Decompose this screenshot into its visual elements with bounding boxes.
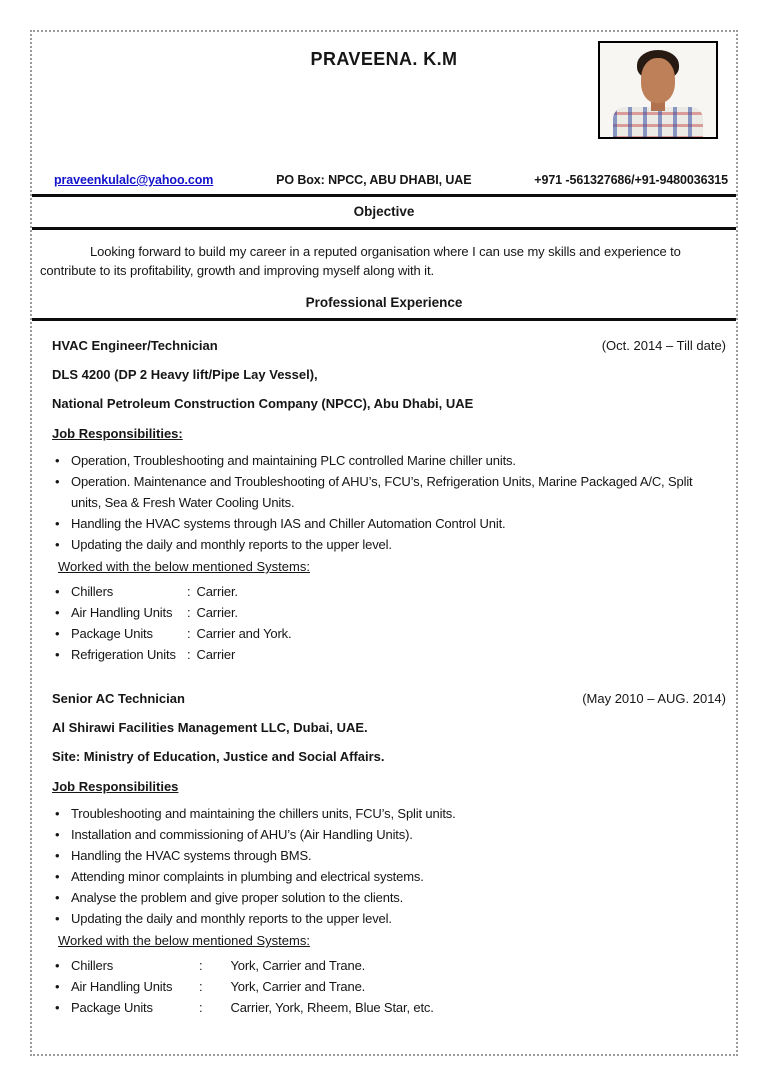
system-value: Carrier. [196, 605, 238, 620]
system-value: Carrier, York, Rheem, Blue Star, etc. [230, 1000, 434, 1015]
system-label: Package Units [71, 626, 153, 641]
responsibility-item: • Analyse the problem and give proper solution to the clients. [55, 887, 726, 908]
job-heading-row [52, 336, 726, 356]
responsibility-item: • Operation, Troubleshooting and maintaining PLC controlled Marine chiller units. [55, 450, 726, 471]
responsibilities-heading: Job Responsibilities: [52, 426, 183, 441]
system-label: Package Units [71, 1000, 153, 1015]
responsibility-item: • Updating the daily and monthly reports to the upper level. [55, 534, 726, 555]
system-label: Air Handling Units [71, 979, 173, 994]
system-value: Carrier. [196, 584, 238, 599]
system-label: Air Handling Units [71, 605, 173, 620]
systems-list [52, 955, 726, 1018]
job-role: HVAC Engineer/Technician [52, 338, 218, 353]
job-site: Site: Ministry of Education, Justice and Social Affairs. [52, 749, 385, 764]
job-company: National Petroleum Construction Company (NPCC), Abu Dhabi, UAE [52, 396, 474, 411]
responsibility-item: • Installation and commissioning of AHU’s (Air Handling Units). [55, 824, 726, 845]
system-colon: : [187, 626, 191, 641]
system-value: York, Carrier and Trane. [230, 958, 366, 973]
experience-title: Professional Experience [305, 295, 463, 310]
system-label: Chillers [71, 584, 114, 599]
systems-list [52, 581, 726, 665]
responsibility-item: • Operation. Maintenance and Troubleshooting of AHU’s, FCU’s, Refrigeration Units, Marine Packaged A/C, Split units, Sea & Fresh Water Cooling Units. [55, 471, 726, 513]
responsibility-item: • Attending minor complaints in plumbing and electrical systems. [55, 866, 726, 887]
candidate-name: PRAVEENA. K.M [310, 49, 458, 69]
system-value: Carrier [196, 647, 236, 662]
system-colon: : [187, 647, 191, 662]
address-text: PO Box: NPCC, ABU DHABI, UAE [276, 173, 472, 187]
photo-plaid-shirt [613, 107, 703, 139]
header [32, 32, 736, 173]
system-colon: : [199, 958, 203, 973]
systems-heading: Worked with the below mentioned Systems: [58, 559, 310, 574]
resume-document [30, 30, 738, 1056]
email-link[interactable]: praveenkulalc@yahoo.com [54, 173, 214, 187]
divider-line [32, 318, 736, 321]
profile-photo [598, 41, 718, 139]
phone-text: +971 -561327686/+91-9480036315 [534, 173, 728, 187]
system-colon: : [199, 1000, 203, 1015]
responsibility-item: • Troubleshooting and maintaining the chillers units, FCU’s, Split units. [55, 803, 726, 824]
responsibility-item: • Handling the HVAC systems through IAS and Chiller Automation Control Unit. [55, 513, 726, 534]
responsibilities-heading: Job Responsibilities [52, 779, 179, 794]
system-item [55, 623, 726, 644]
objective-text: Looking forward to build my career in a reputed organisation where I can use my skills and experience to contribute to its profitability, growth and improving myself along with it. [40, 244, 681, 278]
job-vessel: DLS 4200 (DP 2 Heavy lift/Pipe Lay Vessel), [52, 367, 318, 382]
system-item [55, 955, 726, 976]
contact-row [32, 173, 736, 194]
job-period: (Oct. 2014 – Till date) [601, 338, 726, 353]
job-company: Al Shirawi Facilities Management LLC, Dubai, UAE. [52, 720, 368, 735]
system-value: York, Carrier and Trane. [230, 979, 366, 994]
responsibilities-list [52, 803, 726, 929]
system-item [55, 581, 726, 602]
responsibility-item: • Updating the daily and monthly reports to the upper level. [55, 908, 726, 929]
system-label: Chillers [71, 958, 114, 973]
responsibility-item: • Handling the HVAC systems through BMS. [55, 845, 726, 866]
objective-title: Objective [353, 204, 415, 219]
job-heading-row [52, 689, 726, 709]
system-colon: : [199, 979, 203, 994]
system-value: Carrier and York. [196, 626, 292, 641]
job-section-hvac-engineer [32, 336, 736, 665]
system-colon: : [187, 584, 191, 599]
job-role: Senior AC Technician [52, 691, 185, 706]
photo-face [641, 58, 675, 103]
job-section-senior-ac-technician [32, 689, 736, 1018]
job-period: (May 2010 – AUG. 2014) [582, 691, 726, 706]
system-item [55, 644, 726, 665]
responsibilities-list [52, 450, 726, 555]
system-item [55, 602, 726, 623]
system-item [55, 997, 726, 1018]
system-colon: : [187, 605, 191, 620]
systems-heading: Worked with the below mentioned Systems: [58, 933, 310, 948]
system-item [55, 976, 726, 997]
system-label: Refrigeration Units [71, 647, 176, 662]
